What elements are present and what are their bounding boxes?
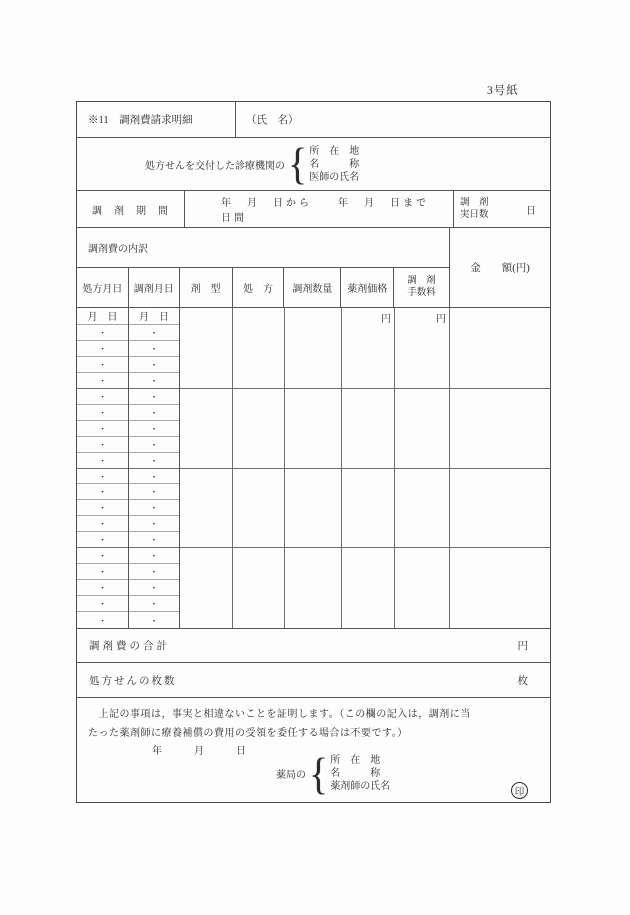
breakdown-title: 調剤費の内訳 xyxy=(77,228,449,268)
clinic-row xyxy=(77,138,550,191)
dispense-date-dot-row: ・ xyxy=(129,596,179,612)
form-title: ※11 調剤費請求明細 xyxy=(77,102,236,137)
breakdown-header xyxy=(77,228,550,308)
col-dispense-date: 調剤月日 xyxy=(129,268,180,308)
dispense-date-dot-row: ・ xyxy=(129,357,179,373)
pharmacy-items xyxy=(330,754,390,793)
dispense-date-dot-row: ・ xyxy=(129,373,179,389)
entry-cell xyxy=(450,389,550,469)
claim-form-table xyxy=(76,101,551,803)
dispense-date-dot-row: ・ xyxy=(129,516,179,532)
seal-icon: 印 xyxy=(511,782,528,799)
entry-cell xyxy=(450,469,550,549)
doctor-name-label: 医師の氏名 xyxy=(309,171,360,183)
dispense-date-dot-row: ・ xyxy=(129,453,179,469)
prescription-date-dot-row: ・ xyxy=(77,596,128,612)
entry-cell xyxy=(342,548,394,628)
entry-cell xyxy=(285,548,341,628)
dispense-date-unit-row: 月 日 xyxy=(129,308,179,325)
pharmacist-name-label: 薬剤師の氏名 xyxy=(330,781,391,792)
col-amount: 金 額(円) xyxy=(470,263,530,274)
dispense-date-column xyxy=(129,308,180,628)
col-dispensing-fee: 調 剤 手数料 xyxy=(407,276,436,299)
dispense-date-dot-row: ・ xyxy=(129,389,179,405)
period-label: 調 剤 期 間 xyxy=(77,191,185,227)
dispense-date-dot-row: ・ xyxy=(129,484,179,500)
patient-name-label: （氏 名） xyxy=(246,115,299,126)
dispense-date-dot-row: ・ xyxy=(129,548,179,564)
prescription-date-dot-row: ・ xyxy=(77,548,128,564)
clinic-brace-group: { 所 在 地 名 称 医師の氏名 xyxy=(288,138,360,189)
entry-cell xyxy=(180,469,232,549)
entry-cell xyxy=(233,389,284,469)
fee-column xyxy=(395,308,450,628)
dispense-date-dot-row: ・ xyxy=(129,469,179,485)
pharmacy-block: 薬局の { 所 在 地 名 称 薬剤師の氏名 xyxy=(276,747,391,799)
col-prescription-date: 処方月日 xyxy=(77,268,129,308)
entry-cell xyxy=(395,548,449,628)
total-label: 調剤費の合計 xyxy=(89,641,170,652)
certification-text: 上記の事項は，事実と相違ないことを証明します。（この欄の記入は，調剤に当 たった薬剤師に療養補償の費用の受領を委任する場合は不要です。） xyxy=(88,709,471,739)
title-row xyxy=(77,102,550,138)
dispense-date-dot-row: ・ xyxy=(129,532,179,548)
entry-cell xyxy=(450,548,550,628)
quantity-column xyxy=(285,308,342,628)
period-days-cell xyxy=(454,191,550,227)
prescription-date-dot-row: ・ xyxy=(77,389,128,405)
drug-price-column xyxy=(342,308,395,628)
period-row xyxy=(77,191,550,228)
yen-unit: 円 xyxy=(436,314,446,325)
prescription-date-dot-row: ・ xyxy=(97,615,107,626)
prescription-date-dot-row: ・ xyxy=(77,500,128,516)
amount-column xyxy=(450,308,550,628)
prescription-date-dot-row: ・ xyxy=(77,357,128,373)
entry-cell xyxy=(180,389,232,469)
prescription-date-dot-row: ・ xyxy=(77,516,128,532)
breakdown-column-headers xyxy=(77,268,449,308)
breakdown-header-left xyxy=(77,228,450,307)
period-dates: 年 月 日から 年 月 日まで 日間 xyxy=(185,191,454,227)
entry-cell xyxy=(395,308,449,389)
col-drug-price: 薬剤価格 xyxy=(341,268,394,308)
prescription-date-dot-row: ・ xyxy=(77,405,128,421)
entry-cell xyxy=(395,469,449,549)
entry-cell xyxy=(180,308,232,389)
entry-cell xyxy=(342,308,394,389)
days-unit: 日 xyxy=(526,205,536,217)
prescription-date-dot-row: ・ xyxy=(77,373,128,389)
sheets-unit: 枚 xyxy=(517,675,528,687)
pharmacy-name-label: 名 称 xyxy=(330,768,381,779)
pharmacy-address-label: 所 在 地 xyxy=(330,755,381,766)
breakdown-data-grid xyxy=(77,308,550,629)
sheet-number-label: 3号紙 xyxy=(487,85,519,97)
total-unit: 円 xyxy=(517,641,528,652)
clinic-address-label: 所 在 地 xyxy=(309,145,360,157)
prescription-date-dot-row: ・ xyxy=(77,421,128,437)
entry-cell xyxy=(233,469,284,549)
prescription-date-dot-row: ・ xyxy=(77,437,128,453)
entry-cell xyxy=(395,389,449,469)
entry-cell xyxy=(450,308,550,389)
clinic-label: 処方せんを交付した診療機関の xyxy=(145,160,285,172)
pharmacy-label: 薬局の xyxy=(276,770,306,781)
entry-cell xyxy=(233,308,284,389)
dispense-date-dot-row: ・ xyxy=(129,500,179,516)
entry-cell xyxy=(285,308,341,389)
dispense-date-dot-row: ・ xyxy=(129,580,179,596)
entry-cell xyxy=(233,548,284,628)
prescription-date-dot-row: ・ xyxy=(77,580,128,596)
clinic-items xyxy=(309,145,359,184)
dosage-form-column xyxy=(180,308,233,628)
clinic-name-label: 名 称 xyxy=(309,158,360,170)
dispense-date-dot-row: ・ xyxy=(129,421,179,437)
dispense-date-dot-row: ・ xyxy=(129,341,179,357)
prescription-date-dot-row: ・ xyxy=(77,532,128,548)
col-dosage-form: 剤 型 xyxy=(180,268,233,308)
prescription-date-dot-row: ・ xyxy=(77,484,128,500)
entry-cell xyxy=(180,548,232,628)
dispense-date-dot-row: ・ xyxy=(129,325,179,341)
dispense-date-dot-row: ・ xyxy=(129,564,179,580)
sheets-row xyxy=(77,663,550,698)
entry-cell xyxy=(285,469,341,549)
dispense-date-dot-row: ・ xyxy=(149,615,159,626)
col-prescription: 処 方 xyxy=(233,268,285,308)
prescription-column xyxy=(233,308,285,628)
dispense-date-dot-row: ・ xyxy=(129,437,179,453)
actual-days-label: 調 剤 実日数 xyxy=(460,198,489,220)
prescription-date-column xyxy=(77,308,129,628)
entry-cell xyxy=(342,389,394,469)
prescription-date-dot-row: ・ xyxy=(77,469,128,485)
prescription-date-dot-row: ・ xyxy=(77,453,128,469)
prescription-date-dot-row: ・ xyxy=(77,564,128,580)
yen-unit: 円 xyxy=(381,314,391,325)
prescription-date-unit-row: 月 日 xyxy=(77,308,128,325)
total-row xyxy=(77,629,550,663)
entry-cell xyxy=(285,389,341,469)
sheets-label: 処方せんの枚数 xyxy=(89,675,177,687)
certification-block xyxy=(77,698,550,802)
prescription-date-dot-row: ・ xyxy=(77,325,128,341)
prescription-date-dot-row: ・ xyxy=(77,341,128,357)
dispense-date-dot-row: ・ xyxy=(129,405,179,421)
entry-cell xyxy=(342,469,394,549)
col-quantity: 調剤数量 xyxy=(284,268,341,308)
certification-date: 年 月 日 xyxy=(152,746,250,757)
